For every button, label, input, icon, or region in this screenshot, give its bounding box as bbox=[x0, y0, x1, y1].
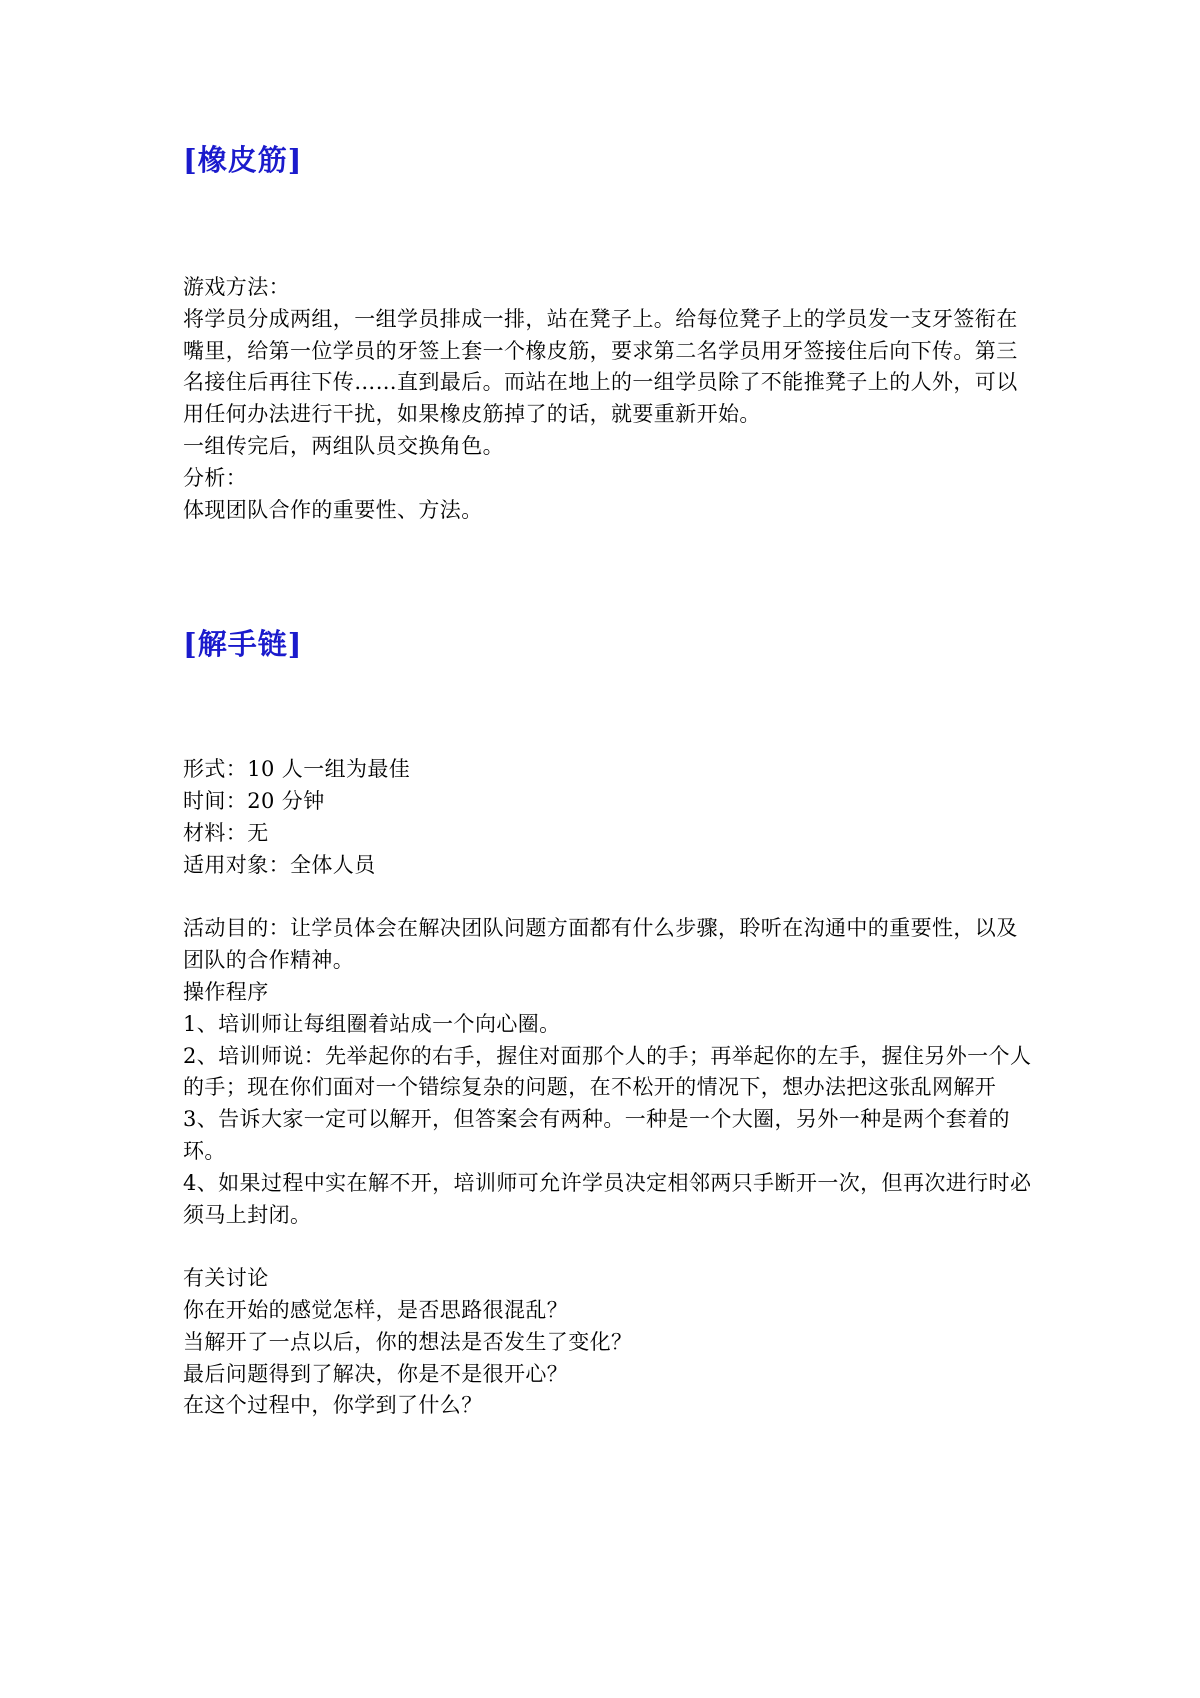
discussion-question: 你在开始的感觉怎样，是否思路很混乱？ bbox=[183, 1297, 569, 1322]
paragraph: 将学员分成两组，一组学员排成一排，站在凳子上。给每位凳子上的学员发一支牙签衔在嘴里，给第一位学员的牙签上套一个橡皮筋，要求第二名学员用牙签接住后向下传。第三名接住后再往下传……直到最后。而站在地上的一组学员除了不能推凳子上的人外，可以用任何办法进行干扰，如果橡皮筋掉了的话，就要重新开始。 bbox=[183, 306, 1018, 427]
info-line: 适用对象：全体人员 bbox=[183, 852, 376, 877]
paragraph: 体现团队合作的重要性、方法。 bbox=[183, 497, 483, 522]
discussion-question: 当解开了一点以后，你的想法是否发生了变化？ bbox=[183, 1329, 633, 1354]
paragraph: 一组传完后，两组队员交换角色。 bbox=[183, 433, 504, 458]
info-line: 形式：10 人一组为最佳 bbox=[183, 757, 411, 782]
section-title-hand-chain: [解手链] bbox=[183, 627, 303, 662]
paragraph: 活动目的：让学员体会在解决团队问题方面都有什么步骤，聆听在沟通中的重要性，以及团队的合作精神。 bbox=[183, 916, 1018, 973]
paragraph: 4、如果过程中实在解不开，培训师可允许学员决定相邻两只手断开一次，但再次进行时必须马上封闭。 bbox=[183, 1170, 1032, 1227]
section-title-rubber-band: [橡皮筋] bbox=[183, 143, 303, 177]
document-body bbox=[183, 140, 1033, 1422]
paragraph: 游戏方法： bbox=[183, 275, 290, 299]
discussion-question: 在这个过程中，你学到了什么？ bbox=[183, 1393, 483, 1418]
paragraph: 1、培训师让每组圈着站成一个向心圈。 bbox=[183, 1011, 561, 1036]
discussion-question: 最后问题得到了解决，你是不是很开心？ bbox=[183, 1361, 569, 1386]
paragraph: 2、培训师说：先举起你的右手，握住对面那个人的手；再举起你的左手，握住另外一个人的手；现在你们面对一个错综复杂的问题，在不松开的情况下，想办法把这张乱网解开 bbox=[183, 1043, 1032, 1100]
discussion-heading: 有关讨论 bbox=[183, 1266, 269, 1291]
info-line: 材料：无 bbox=[183, 820, 269, 845]
paragraph: 分析： bbox=[183, 465, 248, 490]
paragraph: 3、告诉大家一定可以解开，但答案会有两种。一种是一个大圈，另外一种是两个套着的环。 bbox=[183, 1107, 1010, 1163]
info-line: 时间：20 分钟 bbox=[183, 789, 325, 814]
paragraph: 操作程序 bbox=[183, 979, 269, 1004]
